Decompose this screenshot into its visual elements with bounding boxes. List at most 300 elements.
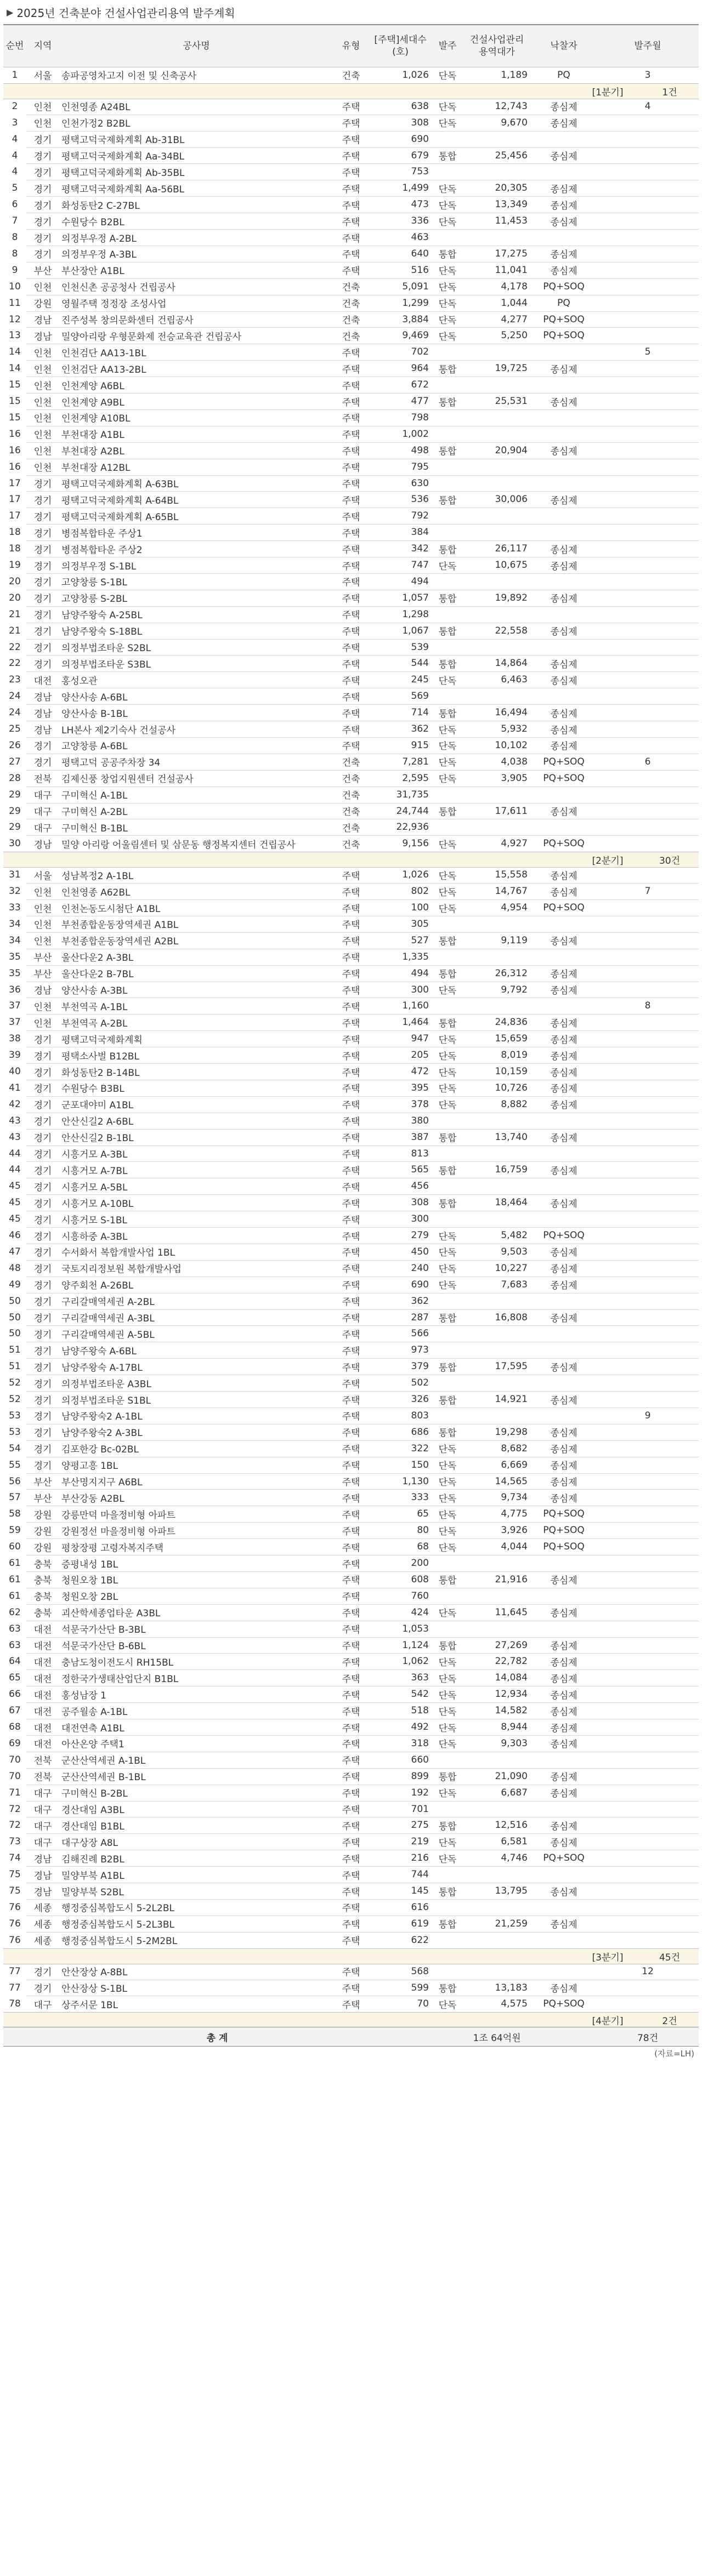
- cell-type: 주택: [342, 446, 360, 458]
- cell-type: 주택: [342, 1428, 360, 1439]
- cell-order-month: [597, 1309, 699, 1326]
- cell-no: 3: [12, 117, 18, 128]
- cell-order-month: [597, 1178, 699, 1194]
- cell-type: 주택: [342, 1657, 360, 1668]
- cell-winner-method: [531, 949, 597, 965]
- cell-no: 52: [9, 1377, 21, 1389]
- cell-fee: 5,250: [501, 330, 528, 341]
- table-row: [3, 311, 699, 328]
- cell-order-mode: [432, 344, 463, 360]
- cell-units: 300: [411, 984, 429, 995]
- table-row: [3, 1424, 699, 1440]
- cell-fee: [463, 1899, 531, 1916]
- cell-order-mode: 통합: [438, 1165, 457, 1177]
- page-title-text: 2025년 건축분야 건설사업관리용역 발주계획: [16, 6, 235, 20]
- cell-order-month: [597, 1866, 699, 1883]
- cell-order-month: 5: [644, 346, 651, 358]
- cell-region: 인천: [33, 397, 52, 408]
- cell-project-name: 의정부우정 A-2BL: [61, 233, 137, 244]
- table-row: [3, 1522, 699, 1538]
- cell-no: 12: [9, 314, 21, 325]
- cell-fee: 19,892: [495, 592, 528, 603]
- cell-order-mode: 단독: [438, 1706, 457, 1718]
- cell-order-mode: [432, 409, 463, 426]
- cell-project-name: 부산장안 A1BL: [61, 266, 124, 277]
- cell-units: 1,464: [402, 1017, 429, 1028]
- cell-order-month: 7: [644, 886, 651, 897]
- cell-order-mode: 단독: [438, 903, 457, 915]
- cell-order-month: [597, 867, 699, 883]
- cell-order-month: [597, 360, 699, 377]
- cell-order-month: 12: [642, 1965, 654, 1977]
- cell-order-mode: [432, 1407, 463, 1424]
- cell-region: 인천: [33, 102, 52, 113]
- cell-project-name: 행정중심복합도시 5-2L2BL: [61, 1903, 174, 1914]
- cell-region: 경기: [33, 1116, 52, 1128]
- table-row: [3, 1571, 699, 1588]
- table-row: [3, 115, 699, 131]
- cell-type: 건축: [342, 757, 360, 769]
- cell-order-mode: 통합: [438, 1887, 457, 1898]
- cell-order-month: [597, 1457, 699, 1473]
- cell-order-month: [597, 982, 699, 998]
- cell-project-name: 상주서문 1BL: [61, 1999, 118, 2011]
- cell-winner-method: 종심제: [550, 249, 578, 261]
- cell-region: 경남: [33, 1887, 52, 1898]
- cell-fee: 17,595: [495, 1361, 528, 1372]
- cell-units: 1,335: [402, 951, 429, 962]
- cell-winner-method: 종심제: [550, 561, 578, 572]
- cell-order-month: [597, 1391, 699, 1407]
- cell-units: 70: [417, 1998, 429, 2010]
- cell-units: 1,124: [402, 1639, 429, 1651]
- cell-fee: 20,305: [495, 183, 528, 194]
- cell-fee: 13,740: [495, 1131, 528, 1143]
- cell-units: 380: [411, 1115, 429, 1126]
- table-row: [3, 688, 699, 704]
- cell-region: 경기: [33, 495, 52, 506]
- cell-project-name: 행정중심복합도시 5-2M2BL: [61, 1936, 178, 1947]
- cell-order-mode: 단독: [438, 839, 457, 851]
- cell-region: 경기: [33, 1329, 52, 1341]
- cell-units: 619: [411, 1918, 429, 1929]
- cell-units: 362: [411, 723, 429, 735]
- table-row: [3, 1047, 699, 1063]
- cell-region: 대전: [33, 1706, 52, 1718]
- cell-order-mode: [432, 573, 463, 590]
- cell-no: 24: [9, 707, 21, 719]
- cell-order-month: [597, 1752, 699, 1768]
- cell-project-name: 청원오창 1BL: [61, 1575, 118, 1587]
- cell-no: 20: [9, 592, 21, 603]
- cell-no: 61: [9, 1574, 21, 1585]
- cell-project-name: 부천대장 A1BL: [61, 430, 124, 441]
- cell-fee: [463, 949, 531, 965]
- cell-order-month: [597, 787, 699, 803]
- cell-fee: 1,189: [501, 69, 528, 81]
- cell-winner-method: 종심제: [550, 807, 578, 818]
- table-row: [3, 459, 699, 475]
- cell-region: 세종: [33, 1919, 52, 1931]
- header-winner-method: 낙찰자: [550, 41, 578, 52]
- cell-winner-method: PQ+SOQ: [543, 1541, 585, 1553]
- cell-no: 17: [9, 510, 21, 522]
- cell-order-month: [597, 1113, 699, 1129]
- cell-winner-method: 종심제: [550, 725, 578, 736]
- cell-no: 21: [9, 625, 21, 636]
- cell-project-name: 증평내성 1BL: [61, 1559, 118, 1570]
- cell-type: 주택: [342, 1967, 360, 1979]
- cell-type: 주택: [342, 1067, 360, 1079]
- cell-order-month: [597, 1522, 699, 1538]
- cell-no: 63: [9, 1623, 21, 1634]
- cell-order-mode: 단독: [438, 1509, 457, 1521]
- cell-fee: [463, 1145, 531, 1162]
- cell-winner-method: 종심제: [550, 969, 578, 981]
- cell-winner-method: PQ+SOQ: [543, 772, 585, 784]
- cell-no: 45: [9, 1181, 21, 1192]
- cell-region: 경기: [33, 479, 52, 491]
- cell-units: 915: [411, 739, 429, 751]
- cell-region: 강원: [33, 299, 52, 310]
- table-row: [3, 704, 699, 721]
- cell-project-name: 시흥거모 S-1BL: [61, 1215, 127, 1226]
- cell-order-mode: 단독: [438, 1837, 457, 1849]
- cell-fee: [463, 131, 531, 147]
- cell-order-mode: 단독: [438, 1084, 457, 1095]
- cell-order-month: [597, 213, 699, 229]
- cell-order-mode: 단독: [438, 1788, 457, 1800]
- cell-units: 322: [411, 1443, 429, 1454]
- cell-order-month: [597, 1916, 699, 1932]
- cell-project-name: 고양창릉 S-1BL: [61, 577, 127, 589]
- cell-units: 518: [411, 1705, 429, 1717]
- quarter-subtotal-row: [3, 1948, 699, 1964]
- cell-fee: 5,482: [501, 1230, 528, 1241]
- cell-order-mode: [432, 819, 463, 836]
- cell-winner-method: 종심제: [550, 626, 578, 638]
- table-row: [3, 1702, 699, 1719]
- table-row: [3, 1145, 699, 1162]
- table-row: [3, 1244, 699, 1260]
- cell-region: 경기: [33, 757, 52, 769]
- cell-region: 경남: [33, 1870, 52, 1882]
- cell-project-name: 평택소사벌 B12BL: [61, 1051, 139, 1062]
- cell-region: 인천: [33, 1018, 52, 1029]
- cell-type: 주택: [342, 1018, 360, 1029]
- cell-region: 경기: [33, 1034, 52, 1046]
- cell-no: 60: [9, 1541, 21, 1553]
- cell-order-mode: 통합: [438, 544, 457, 556]
- table-row: [3, 932, 699, 949]
- cell-region: 충북: [33, 1608, 52, 1620]
- cell-units: 527: [411, 934, 429, 946]
- cell-no: 24: [9, 691, 21, 702]
- cell-type: 주택: [342, 903, 360, 915]
- cell-no: 16: [9, 428, 21, 440]
- triangle-bullet-icon: ▶: [7, 7, 14, 18]
- cell-fee: 13,349: [495, 199, 528, 210]
- cell-order-mode: 통합: [438, 1984, 457, 1995]
- cell-units: 813: [411, 1148, 429, 1159]
- cell-order-month: [597, 590, 699, 606]
- cell-order-mode: [432, 1899, 463, 1916]
- cell-no: 37: [9, 1017, 21, 1028]
- table-row: [3, 770, 699, 787]
- cell-no: 37: [9, 1000, 21, 1012]
- cell-project-name: 영월주택 정정장 조성사업: [61, 299, 167, 310]
- cell-winner-method: 종심제: [550, 675, 578, 687]
- cell-project-name: 안산신길2 A-6BL: [61, 1116, 134, 1128]
- table-row: [3, 1293, 699, 1309]
- cell-type: 주택: [342, 430, 360, 441]
- cell-order-month: [597, 1604, 699, 1621]
- cell-fee: 8,882: [501, 1098, 528, 1110]
- cell-order-mode: 단독: [438, 200, 457, 212]
- cell-type: 주택: [342, 1919, 360, 1931]
- quarter-label: [3분기]: [592, 1952, 624, 1963]
- page-title: [0, 0, 702, 24]
- cell-units: 964: [411, 363, 429, 374]
- cell-order-month: [597, 1899, 699, 1916]
- cell-fee: [463, 1588, 531, 1604]
- cell-winner-method: 종심제: [550, 1493, 578, 1504]
- cell-units: 7,281: [402, 756, 429, 767]
- cell-type: 주택: [342, 364, 360, 375]
- cell-no: 51: [9, 1361, 21, 1372]
- cell-order-month: [597, 1654, 699, 1670]
- cell-project-name: 부산명지지구 A6BL: [61, 1477, 143, 1489]
- cell-region: 경기: [33, 561, 52, 572]
- cell-units: 542: [411, 1689, 429, 1700]
- cell-fee: 6,581: [501, 1836, 528, 1848]
- header-type: 유형: [342, 41, 360, 52]
- cell-type: 주택: [342, 1149, 360, 1161]
- cell-project-name: 평택고덕국제화계획 A-65BL: [61, 511, 179, 523]
- cell-project-name: 성남복정2 A-1BL: [61, 870, 134, 882]
- cell-project-name: 시흥하중 A-3BL: [61, 1231, 128, 1243]
- cell-project-name: 남양주왕숙 A-17BL: [61, 1362, 143, 1374]
- cell-no: 18: [9, 527, 21, 538]
- cell-order-mode: [432, 1178, 463, 1194]
- cell-units: 200: [411, 1558, 429, 1569]
- cell-units: 599: [411, 1982, 429, 1993]
- cell-winner-method: [531, 1145, 597, 1162]
- cell-order-month: [597, 180, 699, 196]
- cell-project-name: 시흥거모 A-10BL: [61, 1198, 134, 1210]
- table-row: [3, 1833, 699, 1850]
- cell-fee: 21,090: [495, 1770, 528, 1782]
- cell-units: 973: [411, 1344, 429, 1356]
- cell-fee: 21,259: [495, 1918, 528, 1929]
- table-row: [3, 819, 699, 836]
- quarter-label: [2분기]: [592, 856, 624, 867]
- cell-winner-method: 종심제: [550, 1984, 578, 1995]
- cell-units: 539: [411, 641, 429, 653]
- cell-region: 대구: [33, 1999, 52, 2011]
- cell-units: 702: [411, 346, 429, 358]
- cell-order-month: [597, 899, 699, 916]
- cell-winner-method: [531, 459, 597, 475]
- cell-units: 308: [411, 117, 429, 128]
- table-row: [3, 508, 699, 524]
- cell-region: 경기: [33, 1165, 52, 1177]
- cell-no: 77: [9, 1982, 21, 1993]
- cell-fee: 16,808: [495, 1312, 528, 1323]
- cell-type: 건축: [342, 71, 360, 82]
- cell-project-name: 국토지리정보원 복합개발사업: [61, 1264, 182, 1275]
- cell-project-name: 강원정선 마을정비형 아파트: [61, 1526, 176, 1537]
- cell-no: 29: [9, 822, 21, 833]
- cell-region: 경기: [33, 1313, 52, 1325]
- cell-type: 주택: [342, 561, 360, 572]
- cell-type: 주택: [342, 1837, 360, 1849]
- cell-project-name: 경산대임 A3BL: [61, 1805, 124, 1816]
- cell-fee: 14,582: [495, 1705, 528, 1717]
- cell-winner-method: 종심제: [550, 659, 578, 670]
- cell-type: 주택: [342, 397, 360, 408]
- cell-winner-method: 종심제: [550, 266, 578, 277]
- cell-type: 주택: [342, 1936, 360, 1947]
- cell-fee: [463, 508, 531, 524]
- cell-fee: [463, 787, 531, 803]
- cell-region: 경기: [33, 1149, 52, 1161]
- cell-project-name: 홍성남장 1: [61, 1690, 106, 1701]
- table-row: [3, 916, 699, 932]
- cell-order-month: [597, 1768, 699, 1785]
- table-row: [3, 278, 699, 295]
- cell-order-mode: 단독: [438, 741, 457, 753]
- cell-fee: 10,726: [495, 1082, 528, 1093]
- cell-no: 4: [12, 150, 18, 161]
- cell-type: 주택: [342, 200, 360, 212]
- cell-order-month: [597, 737, 699, 754]
- cell-order-month: [597, 1326, 699, 1342]
- cell-fee: [463, 1801, 531, 1817]
- cell-project-name: 안산장상 A-8BL: [61, 1967, 128, 1979]
- table-row: [3, 639, 699, 656]
- cell-region: 인천: [33, 282, 52, 294]
- cell-order-mode: [432, 1375, 463, 1391]
- cell-order-month: [597, 1358, 699, 1375]
- cell-winner-method: 종심제: [550, 118, 578, 130]
- cell-order-month: [597, 524, 699, 540]
- cell-winner-method: 종심제: [550, 184, 578, 195]
- cell-type: 주택: [342, 1706, 360, 1718]
- cell-no: 39: [9, 1050, 21, 1061]
- cell-winner-method: [531, 475, 597, 492]
- cell-units: 640: [411, 248, 429, 259]
- cell-order-mode: [432, 1588, 463, 1604]
- cell-order-month: [597, 1293, 699, 1309]
- cell-winner-method: 종심제: [550, 1247, 578, 1259]
- cell-order-month: [597, 639, 699, 656]
- cell-region: 경기: [33, 741, 52, 753]
- cell-region: 충북: [33, 1575, 52, 1587]
- cell-units: 1,057: [402, 592, 429, 603]
- cell-project-name: 대구상장 A8L: [61, 1837, 118, 1849]
- cell-order-month: [597, 1996, 699, 2013]
- cell-type: 주택: [342, 1984, 360, 1995]
- cell-project-name: 인천가정2 B2BL: [61, 118, 131, 130]
- cell-type: 건축: [342, 315, 360, 327]
- cell-no: 20: [9, 575, 21, 587]
- cell-region: 경기: [33, 1198, 52, 1210]
- cell-type: 건축: [342, 774, 360, 785]
- cell-fee: [463, 1407, 531, 1424]
- cell-units: 544: [411, 658, 429, 669]
- cell-winner-method: [531, 1555, 597, 1571]
- cell-winner-method: [531, 998, 597, 1015]
- cell-region: 강원: [33, 1542, 52, 1554]
- cell-order-month: [597, 442, 699, 459]
- cell-units: 492: [411, 1722, 429, 1733]
- cell-project-name: 인천계양 A6BL: [61, 380, 124, 392]
- cell-fee: [463, 1293, 531, 1309]
- cell-winner-method: 종심제: [550, 1575, 578, 1587]
- table-row: [3, 1850, 699, 1866]
- total-count: 78건: [637, 2032, 659, 2044]
- table-row: [3, 196, 699, 213]
- table-row: [3, 1391, 699, 1407]
- table-row: [3, 1162, 699, 1178]
- cell-order-month: [597, 295, 699, 311]
- cell-region: 대구: [33, 1805, 52, 1816]
- cell-order-mode: 통합: [438, 397, 457, 408]
- cell-winner-method: [531, 1866, 597, 1883]
- cell-no: 10: [9, 281, 21, 292]
- cell-order-mode: 통합: [438, 1919, 457, 1931]
- cell-order-mode: 단독: [438, 1739, 457, 1751]
- table-row: [3, 246, 699, 262]
- cell-project-name: 병점복합타운 주상1: [61, 528, 143, 539]
- cell-winner-method: 종심제: [550, 200, 578, 212]
- cell-order-mode: 단독: [438, 1100, 457, 1112]
- table-row: [3, 1194, 699, 1211]
- cell-winner-method: 종심제: [550, 594, 578, 605]
- cell-winner-method: 종심제: [550, 1051, 578, 1062]
- cell-order-month: 6: [644, 756, 651, 767]
- cell-type: 주택: [342, 1509, 360, 1521]
- cell-order-mode: 통합: [438, 659, 457, 670]
- cell-units: 463: [411, 232, 429, 243]
- cell-no: 53: [9, 1426, 21, 1438]
- cell-no: 70: [9, 1770, 21, 1782]
- table-row: [3, 1768, 699, 1785]
- cell-project-name: 강릉만덕 마을정비형 아파트: [61, 1509, 176, 1521]
- cell-type: 주택: [342, 1641, 360, 1652]
- table-row: [3, 1686, 699, 1702]
- cell-order-month: [597, 278, 699, 295]
- cell-no: 52: [9, 1394, 21, 1405]
- cell-winner-method: 종심제: [550, 151, 578, 163]
- cell-order-mode: [432, 1932, 463, 1948]
- cell-region: 경기: [33, 511, 52, 523]
- cell-order-mode: 단독: [438, 1526, 457, 1537]
- cell-no: 63: [9, 1639, 21, 1651]
- cell-units: 616: [411, 1901, 429, 1913]
- cell-units: 566: [411, 1328, 429, 1340]
- cell-project-name: 송파공영차고지 이전 및 신축공사: [61, 71, 197, 82]
- cell-region: 인천: [33, 380, 52, 392]
- table-row: [3, 540, 699, 557]
- cell-units: 378: [411, 1098, 429, 1110]
- cell-order-month: [597, 262, 699, 278]
- cell-order-mode: [432, 606, 463, 623]
- cell-winner-method: [531, 1588, 597, 1604]
- cell-region: 경기: [33, 610, 52, 622]
- table-row: [3, 899, 699, 916]
